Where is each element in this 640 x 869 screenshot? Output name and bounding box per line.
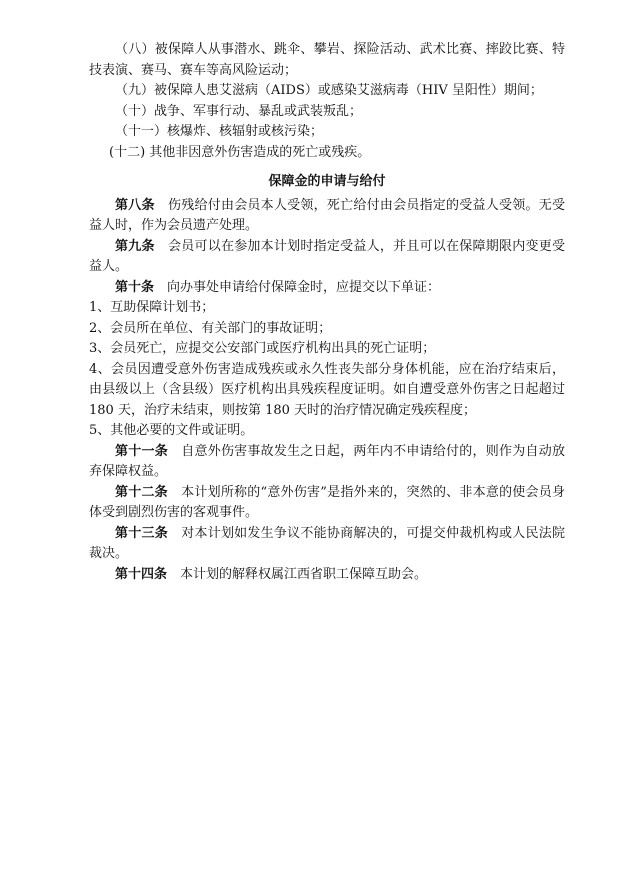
- article-14-label: 第十四条: [115, 566, 168, 582]
- article-12-text: 本计划所称的“意外伤害”是指外来的，突然的、非本意的使会员身体受到剧烈伤害的客观事件。: [89, 484, 565, 520]
- exclusion-item-9: （九）被保障人患艾滋病（AIDS）或感染艾滋病毒（HIV 呈阳性）期间；: [115, 83, 543, 98]
- article-10: [89, 278, 565, 299]
- article-13-label: 第十三条: [115, 525, 168, 541]
- article-8: [89, 196, 565, 237]
- document-item-3: 3、会员死亡，应提交公安部门或医疗机构出具的死亡证明；: [89, 341, 436, 356]
- document-item-5: 5、其他必要的文件或证明。: [89, 423, 254, 438]
- article-11: [89, 442, 565, 483]
- article-13-text: 对本计划如发生争议不能协商解决的，可提交仲裁机构或人民法院裁决。: [89, 525, 565, 561]
- article-11-label: 第十一条: [115, 443, 168, 459]
- article-14-text: 本计划的解释权属江西省职工保障互助会。: [180, 566, 428, 582]
- article-10-text: 向办事处申请给付保障金时，应提交以下单证：: [167, 279, 441, 295]
- article-9-label: 第九条: [115, 238, 155, 254]
- article-10-label: 第十条: [115, 279, 155, 295]
- article-13: [89, 524, 565, 565]
- document-item-2: 2、会员所在单位、有关部门的事故证明；: [89, 320, 332, 336]
- article-11-text: 自意外伤害事故发生之日起，两年内不申请给付的，则作为自动放弃保障权益。: [89, 443, 565, 479]
- article-9: [89, 237, 565, 278]
- article-12: [89, 483, 565, 524]
- exclusion-item-8: （八）被保障人从事潜水、跳伞、攀岩、探险活动、武术比赛、摔跤比赛、特技表演、赛马、赛车等高风险运动；: [89, 42, 565, 78]
- article-8-text: 伤残给付由会员本人受领，死亡给付由会员指定的受益人受领。无受益人时，作为会员遗产处理。: [89, 197, 565, 233]
- document-page: [89, 40, 565, 585]
- article-12-label: 第十二条: [115, 484, 168, 500]
- article-8-label: 第八条: [115, 197, 155, 213]
- document-item-4: 4、会员因遭受意外伤害造成残疾或永久性丧失部分身体机能，应在治疗结束后，由县级以上（含县级）医疗机构出具残疾程度证明。如自遭受意外伤害之日起超过 180 天，治疗未结束，则按第 180 天时的治疗情况确定残疾程度；: [89, 361, 565, 418]
- exclusion-item-10: （十）战争、军事行动、暴乱或武装叛乱；: [115, 103, 363, 119]
- article-9-text: 会员可以在参加本计划时指定受益人，并且可以在保障期限内变更受益人。: [89, 238, 565, 274]
- exclusion-item-12: (十二) 其他非因意外伤害造成的死亡或残疾。: [109, 144, 371, 160]
- document-item-1: 1、互助保障计划书；: [89, 300, 215, 315]
- section-title: 保障金的申请与给付: [268, 174, 386, 189]
- exclusion-item-11: （十一）核爆炸、核辐射或核污染；: [115, 124, 324, 139]
- article-14: [89, 565, 565, 586]
